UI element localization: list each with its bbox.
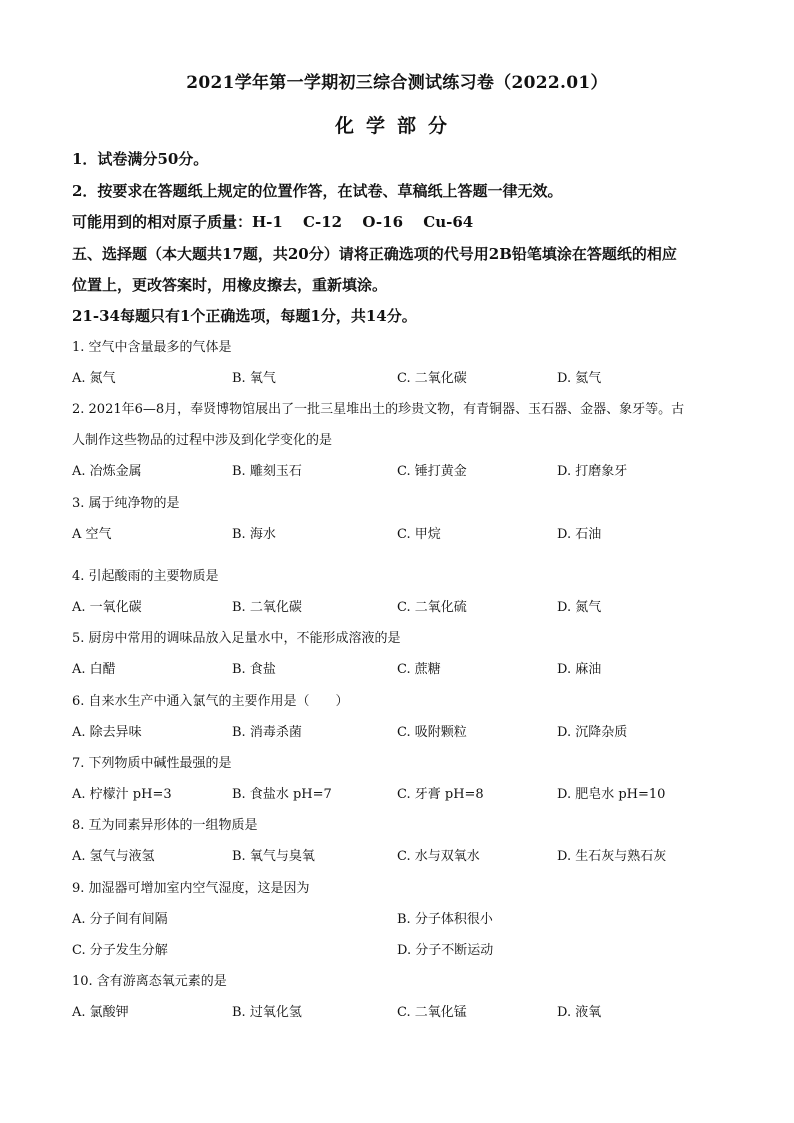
- option-c: C. 水与双氧水: [397, 849, 480, 864]
- page-title: 2021学年第一学期初三综合测试练习卷（2022.01）: [186, 73, 608, 93]
- option-b: B. 氧气: [232, 371, 276, 386]
- option-d: D. 氦气: [557, 371, 602, 386]
- option-d: D. 分子不断运动: [397, 943, 494, 958]
- option-c: C. 甲烷: [397, 527, 441, 542]
- option-row: [72, 779, 732, 810]
- option-c: C. 二氧化锰: [397, 1005, 467, 1020]
- option-c: C. 二氧化碳: [397, 371, 467, 386]
- option-row: [72, 654, 732, 685]
- section-note: 21-34每题只有1个正确选项，每题1分，共14分。: [72, 307, 417, 325]
- section-heading: 五、选择题（本大题共17题，共20分）请将正确选项的代号用2B铅笔填涂在答题纸的相应: [72, 245, 677, 263]
- option-b: B. 氧气与臭氧: [232, 849, 315, 864]
- option-a: A. 氮气: [72, 371, 116, 386]
- option-a: A. 分子间有间隔: [72, 912, 168, 927]
- option-row: [72, 519, 732, 550]
- option-c: C. 蔗糖: [397, 662, 441, 677]
- option-a: A. 柠檬汁 pH=3: [72, 787, 172, 802]
- option-b: B. 海水: [232, 527, 276, 542]
- question-stem: 4. 引起酸雨的主要物质是: [72, 569, 219, 584]
- question-stem: 10. 含有游离态氧元素的是: [72, 974, 227, 989]
- question-stem: 8. 互为同素异形体的一组物质是: [72, 818, 258, 833]
- option-row: [72, 592, 732, 623]
- section-heading-cont: 位置上，更改答案时，用橡皮擦去，重新填涂。: [72, 276, 388, 294]
- option-b: B. 消毒杀菌: [232, 725, 302, 740]
- option-row: [72, 904, 732, 935]
- question-stem: 1. 空气中含量最多的气体是: [72, 340, 232, 355]
- option-a: A 空气: [72, 527, 112, 542]
- option-d: D. 石油: [557, 527, 602, 542]
- option-b: B. 食盐: [232, 662, 276, 677]
- question-stem-cont: 人制作这些物品的过程中涉及到化学变化的是: [72, 433, 333, 448]
- option-c: C. 牙膏 pH=8: [397, 787, 484, 802]
- option-d: D. 沉降杂质: [557, 725, 628, 740]
- instruction-2: 2．按要求在答题纸上规定的位置作答，在试卷、草稿纸上答题一律无效。: [72, 182, 563, 200]
- question-stem: 6. 自来水生产中通入氯气的主要作用是（ ）: [72, 694, 349, 709]
- option-a: A. 除去异味: [72, 725, 142, 740]
- question-stem: 2. 2021年6—8月，奉贤博物馆展出了一批三星堆出土的珍贵文物，有青铜器、玉石器、金器、象牙等。古: [72, 402, 685, 417]
- option-d: D. 肥皂水 pH=10: [557, 787, 666, 802]
- option-b: B. 分子体积很小: [397, 912, 493, 927]
- option-row: [72, 841, 732, 872]
- option-c: C. 分子发生分解: [72, 943, 168, 958]
- option-row: [72, 717, 732, 748]
- option-b: B. 食盐水 pH=7: [232, 787, 332, 802]
- option-b: B. 二氧化碳: [232, 600, 302, 615]
- page-subtitle: 化学部分: [334, 115, 459, 137]
- option-b: B. 过氧化氢: [232, 1005, 302, 1020]
- option-c: C. 二氧化硫: [397, 600, 467, 615]
- question-stem: 9. 加湿器可增加室内空气湿度，这是因为: [72, 881, 310, 896]
- option-c: C. 吸附颗粒: [397, 725, 467, 740]
- instruction-1: 1．试卷满分50分。: [72, 150, 209, 168]
- option-a: A. 氯酸钾: [72, 1005, 129, 1020]
- question-stem: 5. 厨房中常用的调味品放入足量水中，不能形成溶液的是: [72, 631, 401, 646]
- option-a: A. 氢气与液氢: [72, 849, 155, 864]
- option-d: D. 生石灰与熟石灰: [557, 849, 667, 864]
- option-row: [72, 997, 732, 1028]
- question-stem: 3. 属于纯净物的是: [72, 496, 180, 511]
- option-row: [72, 363, 732, 394]
- option-a: A. 冶炼金属: [72, 464, 142, 479]
- option-d: D. 打磨象牙: [557, 464, 628, 479]
- option-b: B. 雕刻玉石: [232, 464, 302, 479]
- option-row: [72, 456, 732, 487]
- atomic-mass-line: 可能用到的相对原子质量：H-1 C-12 O-16 Cu-64: [72, 213, 474, 231]
- option-a: A. 白醋: [72, 662, 116, 677]
- option-row: [72, 935, 732, 966]
- option-d: D. 液氧: [557, 1005, 602, 1020]
- option-c: C. 锤打黄金: [397, 464, 467, 479]
- option-a: A. 一氧化碳: [72, 600, 142, 615]
- option-d: D. 麻油: [557, 662, 602, 677]
- option-d: D. 氮气: [557, 600, 602, 615]
- question-stem: 7. 下列物质中碱性最强的是: [72, 756, 232, 771]
